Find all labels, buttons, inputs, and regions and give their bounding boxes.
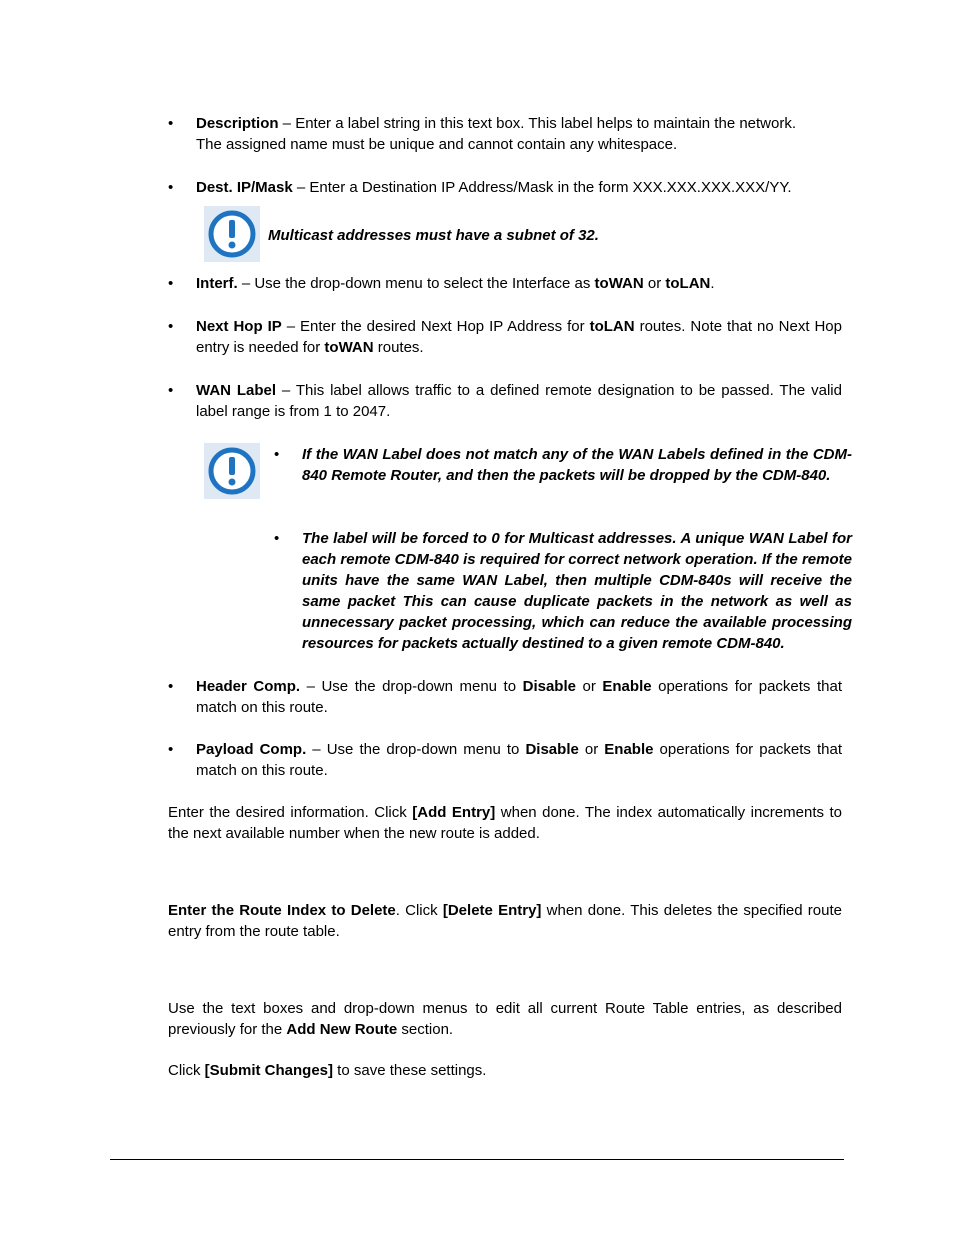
payload-comp-enable: Enable (604, 741, 654, 758)
delete-entry-term: Enter the Route Index to Delete (168, 902, 396, 919)
header-comp-text-2: operations for packets that match on this route. (196, 678, 842, 716)
submit-text-2: to save these settings. (333, 1062, 487, 1079)
dest-ip-term: Dest. IP/Mask (196, 179, 293, 196)
bullet-dest-ip: • (168, 179, 174, 196)
header-comp-disable: Disable (522, 678, 576, 695)
description-text-2: The assigned name must be unique and cannot contain any whitespace. (196, 136, 678, 153)
payload-comp-disable: Disable (525, 741, 579, 758)
wan-label-text: – This label allows traffic to a defined remote designation to be passed. The valid label range is from 1 to 2047. (196, 382, 842, 420)
interf-or: or (643, 275, 666, 292)
submit-text: Click (168, 1062, 205, 1079)
add-entry-label: [Add Entry] (412, 804, 496, 821)
edit-paragraph (168, 998, 842, 1040)
note-bullet-1: • (274, 446, 280, 463)
interf-text: – Use the drop-down menu to select the Interface as (237, 275, 595, 292)
add-entry-text-2: when done. The index automatically increments to the next available number when the new route is added. (168, 804, 842, 842)
bullet-payload-comp: • (168, 741, 174, 758)
edit-text-2: section. (397, 1021, 454, 1038)
next-hop-paragraph (196, 316, 842, 358)
payload-comp-text: – Use the drop-down menu to (306, 741, 526, 758)
next-hop-towan: toWAN (324, 339, 374, 356)
next-hop-text-2: routes. Note that no Next Hop entry is needed for (196, 318, 842, 356)
wan-label-term: WAN Label (196, 382, 277, 399)
next-hop-tolan: toLAN (589, 318, 635, 335)
description-term: Description (196, 115, 279, 132)
delete-entry-paragraph (168, 900, 842, 942)
edit-text: Use the text boxes and drop-down menus to edit all current Route Table entries, as described previously for the (168, 1000, 842, 1038)
dest-ip-text: – Enter a Destination IP Address/Mask in the form XXX.XXX.XXX.XXX/YY. (292, 179, 792, 196)
payload-comp-term: Payload Comp. (196, 741, 307, 758)
description-paragraph (196, 113, 842, 155)
dest-ip-paragraph (196, 177, 842, 198)
footer-divider (110, 1159, 844, 1160)
wan-label-paragraph (196, 380, 842, 422)
next-hop-text: – Enter the desired Next Hop IP Address for (281, 318, 590, 335)
interf-tolan: toLAN (665, 275, 711, 292)
bullet-description: • (168, 115, 174, 132)
delete-entry-text: . Click (395, 902, 443, 919)
interf-paragraph (196, 273, 842, 294)
exclamation-circle-icon (204, 206, 260, 262)
bullet-wan-label: • (168, 382, 174, 399)
add-entry-paragraph (168, 802, 842, 844)
next-hop-term: Next Hop IP (196, 318, 282, 335)
header-comp-paragraph (196, 676, 842, 718)
interf-period: . (710, 275, 715, 292)
bullet-next-hop: • (168, 318, 174, 335)
description-text: – Enter a label string in this text box. This label helps to maintain the network. (278, 115, 797, 132)
bullet-header-comp: • (168, 678, 174, 695)
note-multicast-subnet: Multicast addresses must have a subnet of 32. (268, 227, 599, 244)
payload-comp-or: or (578, 741, 605, 758)
next-hop-text-3: routes. (373, 339, 424, 356)
edit-add-new-route: Add New Route (286, 1021, 398, 1038)
note-wan-label-mismatch: If the WAN Label does not match any of the WAN Labels defined in the CDM-840 Remote Router, and then the packets will be dropped by the CDM-840. (302, 446, 852, 484)
payload-comp-text-2: operations for packets that match on this route. (196, 741, 842, 779)
add-entry-text: Enter the desired information. Click (168, 804, 413, 821)
header-comp-enable: Enable (602, 678, 652, 695)
submit-changes-label: [Submit Changes] (204, 1062, 334, 1079)
interf-towan: toWAN (594, 275, 644, 292)
header-comp-text: – Use the drop-down menu to (300, 678, 523, 695)
delete-entry-label: [Delete Entry] (442, 902, 542, 919)
interf-term: Interf. (196, 275, 238, 292)
delete-entry-text-2: when done. This deletes the specified route entry from the route table. (168, 902, 842, 940)
header-comp-term: Header Comp. (196, 678, 301, 695)
payload-comp-paragraph (196, 739, 842, 781)
bullet-interf: • (168, 275, 174, 292)
submit-paragraph (168, 1060, 842, 1081)
note-multicast-wan-label: The label will be forced to 0 for Multicast addresses. A unique WAN Label for each remote CDM-840 is required for correct network operation. If the remote units have the same WAN Label, then multiple CDM-840s will receive the same packet This can cause duplicate packets in the network as well as unnecessary packet processing, which can reduce the available processing resources for packets actually destined to a given remote CDM-840. (302, 530, 852, 652)
note-bullet-2: • (274, 530, 280, 547)
header-comp-or: or (575, 678, 603, 695)
exclamation-circle-icon (204, 443, 260, 499)
